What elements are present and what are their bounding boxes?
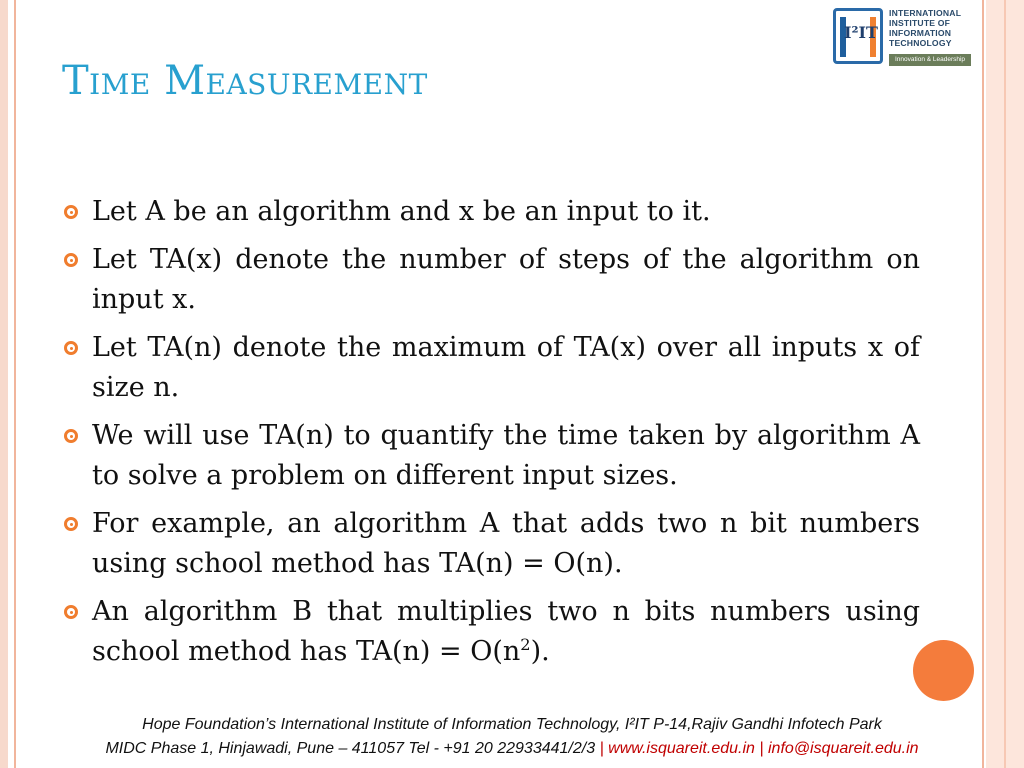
bullet-ring-icon <box>64 205 78 219</box>
logo-line: TECHNOLOGY <box>889 38 952 48</box>
bullet-item <box>62 328 920 408</box>
bullet-ring-icon <box>64 429 78 443</box>
bullet-ring-icon <box>64 341 78 355</box>
bullet-text: For example, an algorithm A that adds two n bit numbers using school method has TA(n) = O(n). <box>92 508 920 579</box>
logo-line: INSTITUTE OF <box>889 18 951 28</box>
bullet-text: We will use TA(n) to quantify the time taken by algorithm A to solve a problem on different input sizes. <box>92 420 920 491</box>
bullet-item <box>62 592 920 672</box>
logo-tagline: Innovation & Leadership <box>889 54 971 66</box>
footer-email-link[interactable]: info@isquareit.edu.in <box>767 740 919 757</box>
decorative-orange-circle <box>913 640 974 701</box>
slide-title: Time Measurement <box>62 58 428 104</box>
logo-line: INFORMATION <box>889 28 952 38</box>
bullet-text: Let A be an algorithm and x be an input to it. <box>92 196 711 227</box>
footer-contact-line <box>0 740 1024 758</box>
bullet-ring-icon <box>64 517 78 531</box>
bullet-ring-icon <box>64 605 78 619</box>
logo-wordmark <box>889 8 975 48</box>
footer-address-line: Hope Foundation’s International Institute of Information Technology, I²IT P-14,Rajiv Gandhi Infotech Park <box>142 716 882 733</box>
left-frame-band <box>0 0 8 768</box>
bullet-text: Let TA(x) denote the number of steps of the algorithm on input x. <box>92 244 920 315</box>
bullet-list <box>62 192 920 680</box>
bullet-text: Let TA(n) denote the maximum of TA(x) over all inputs x of size n. <box>92 332 920 403</box>
left-frame-line <box>14 0 16 768</box>
logo-line: INTERNATIONAL <box>889 8 962 18</box>
institute-logo <box>833 8 975 68</box>
bullet-item <box>62 416 920 496</box>
bullet-text: An algorithm B that multiplies two n bits numbers using school method has TA(n) = O(n <box>92 596 920 667</box>
right-frame-line-inner <box>1004 0 1006 768</box>
footer-address-text: MIDC Phase 1, Hinjawadi, Pune – 411057 Tel - +91 20 22933441/2/3 <box>105 740 596 757</box>
bullet-item <box>62 192 920 232</box>
bullet-ring-icon <box>64 253 78 267</box>
bullet-superscript: 2 <box>520 635 531 654</box>
logo-mark <box>833 8 883 64</box>
footer-separator: | <box>599 740 604 757</box>
footer-website-link[interactable]: www.isquareit.edu.in <box>608 740 755 757</box>
bullet-item <box>62 504 920 584</box>
footer-separator: | <box>759 740 764 757</box>
bullet-text-tail: ). <box>530 636 550 667</box>
logo-mark-text: I²IT <box>844 23 878 42</box>
right-frame-line <box>982 0 984 768</box>
bullet-item <box>62 240 920 320</box>
